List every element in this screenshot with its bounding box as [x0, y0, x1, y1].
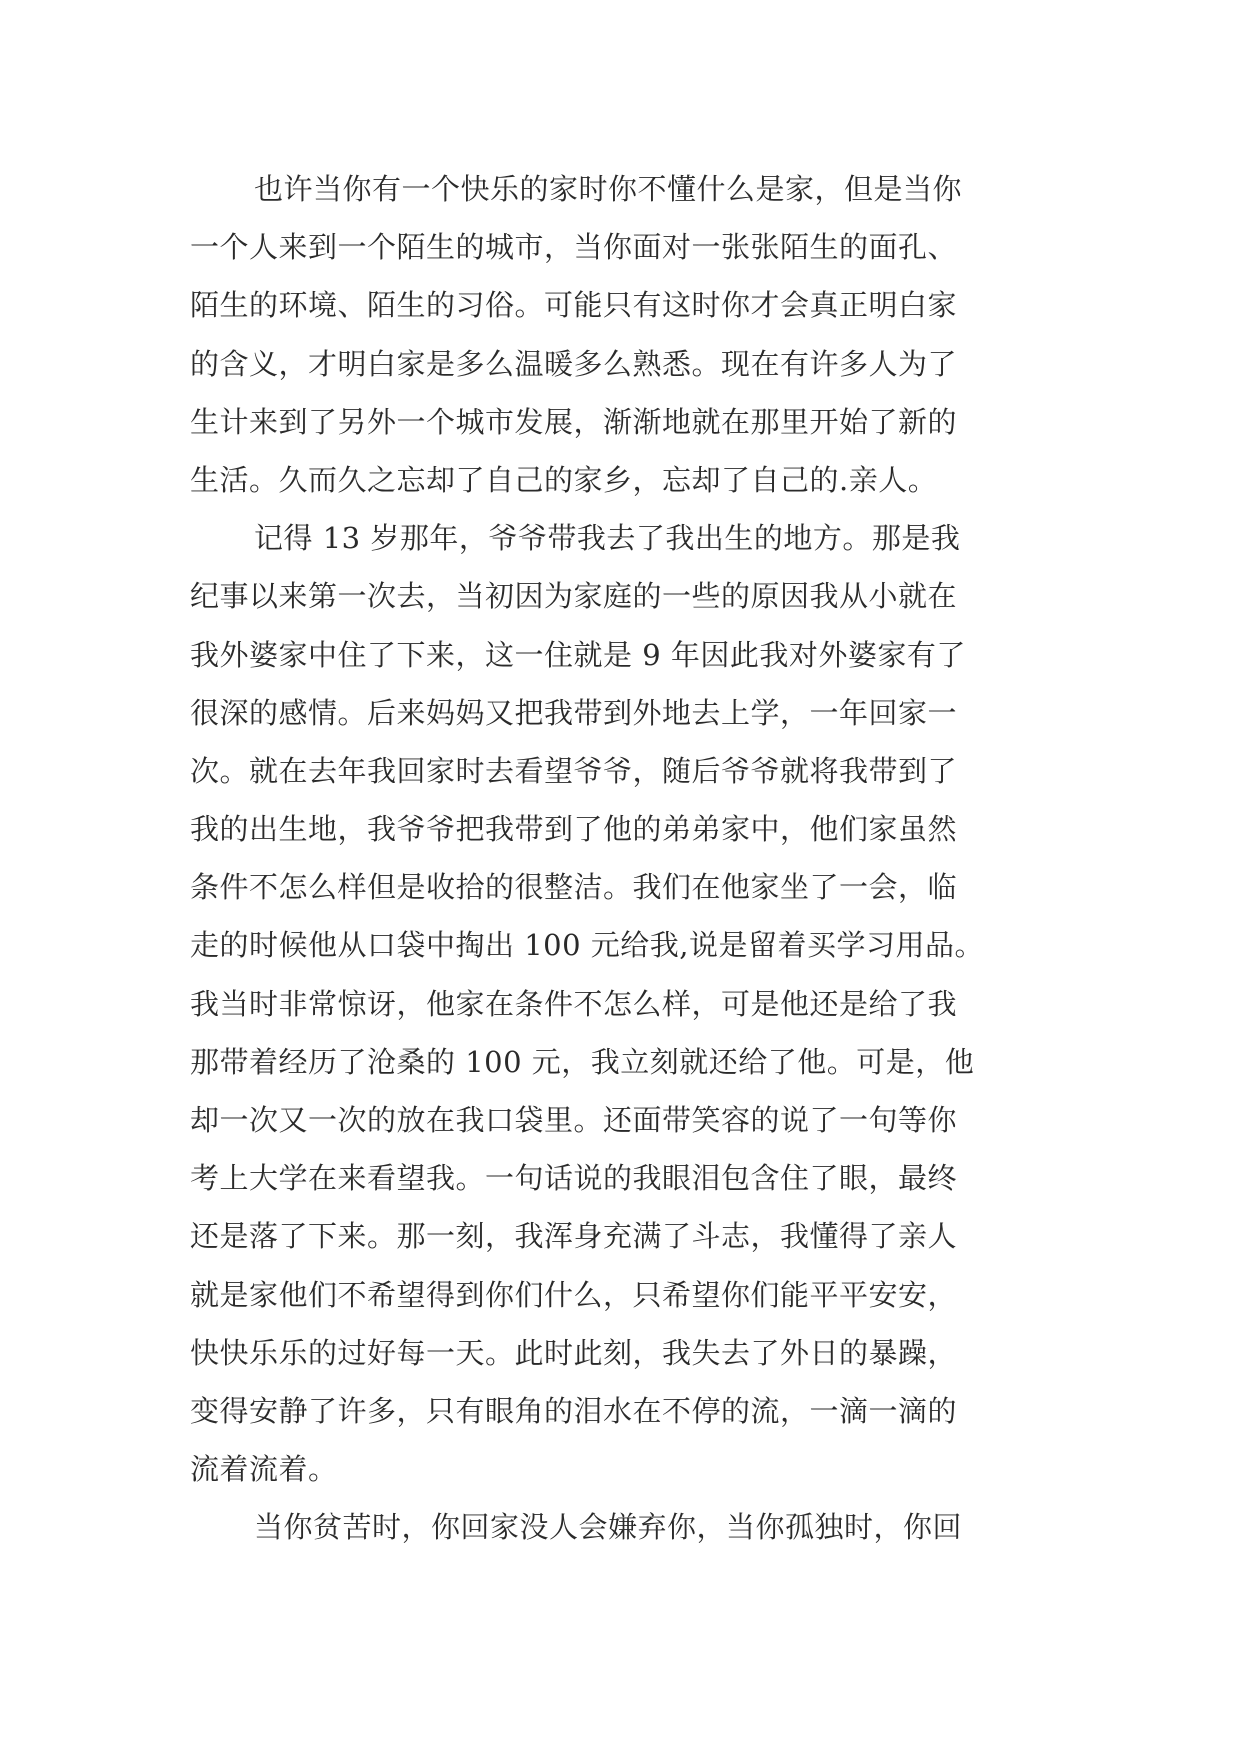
paragraph-2-line-8: 走的时候他从口袋中掏出 100 元给我,说是留着买学习用品。	[190, 928, 985, 963]
paragraph-1-line-3: 陌生的环境、陌生的习俗。可能只有这时你才会真正明白家	[190, 288, 958, 323]
paragraph-2-line-16: 变得安静了许多，只有眼角的泪水在不停的流，一滴一滴的	[190, 1393, 958, 1428]
paragraph-2-line-4: 很深的感情。后来妈妈又把我带到外地去上学，一年回家一	[190, 695, 958, 730]
paragraph-2-line-6: 我的出生地，我爷爷把我带到了他的弟弟家中，他们家虽然	[190, 812, 958, 847]
paragraph-1-line-1: 也许当你有一个快乐的家时你不懂什么是家，但是当你	[254, 172, 963, 206]
paragraph-2-line-12: 考上大学在来看望我。一句话说的我眼泪包含住了眼，最终	[190, 1161, 958, 1196]
paragraph-2-line-17: 流着流着。	[190, 1452, 338, 1487]
paragraph-1-line-6: 生活。久而久之忘却了自己的家乡，忘却了自己的.亲人。	[190, 462, 938, 497]
paragraph-1-line-4: 的含义，才明白家是多么温暖多么熟悉。现在有许多人为了	[190, 346, 958, 381]
paragraph-2-line-15: 快快乐乐的过好每一天。此时此刻，我失去了外日的暴躁，	[190, 1335, 958, 1370]
paragraph-2-line-3: 我外婆家中住了下来，这一住就是 9 年因此我对外婆家有了	[190, 637, 966, 672]
paragraph-3-line-1: 当你贫苦时，你回家没人会嫌弃你，当你孤独时，你回	[254, 1510, 963, 1545]
paragraph-2-line-5: 次。就在去年我回家时去看望爷爷，随后爷爷就将我带到了	[190, 753, 958, 788]
paragraph-2-line-1: 记得 13 岁那年，爷爷带我去了我出生的地方。那是我	[254, 521, 961, 556]
paragraph-2-line-14: 就是家他们不希望得到你们什么，只希望你们能平平安安，	[190, 1277, 958, 1312]
paragraph-2-line-2: 纪事以来第一次去，当初因为家庭的一些的原因我从小就在	[190, 579, 958, 614]
paragraph-2-line-13: 还是落了下来。那一刻，我浑身充满了斗志，我懂得了亲人	[190, 1219, 958, 1254]
paragraph-1-line-2: 一个人来到一个陌生的城市，当你面对一张张陌生的面孔、	[190, 230, 958, 265]
paragraph-2-line-11: 却一次又一次的放在我口袋里。还面带笑容的说了一句等你	[190, 1103, 958, 1137]
paragraph-2-line-7: 条件不怎么样但是收拾的很整洁。我们在他家坐了一会，临	[190, 870, 958, 905]
paragraph-2-line-10: 那带着经历了沧桑的 100 元，我立刻就还给了他。可是，他	[190, 1044, 975, 1079]
paragraph-1-line-5: 生计来到了另外一个城市发展，渐渐地就在那里开始了新的	[190, 404, 958, 439]
document-body	[190, 160, 1050, 1557]
paragraph-2-line-9: 我当时非常惊讶，他家在条件不怎么样，可是他还是给了我	[190, 986, 958, 1021]
